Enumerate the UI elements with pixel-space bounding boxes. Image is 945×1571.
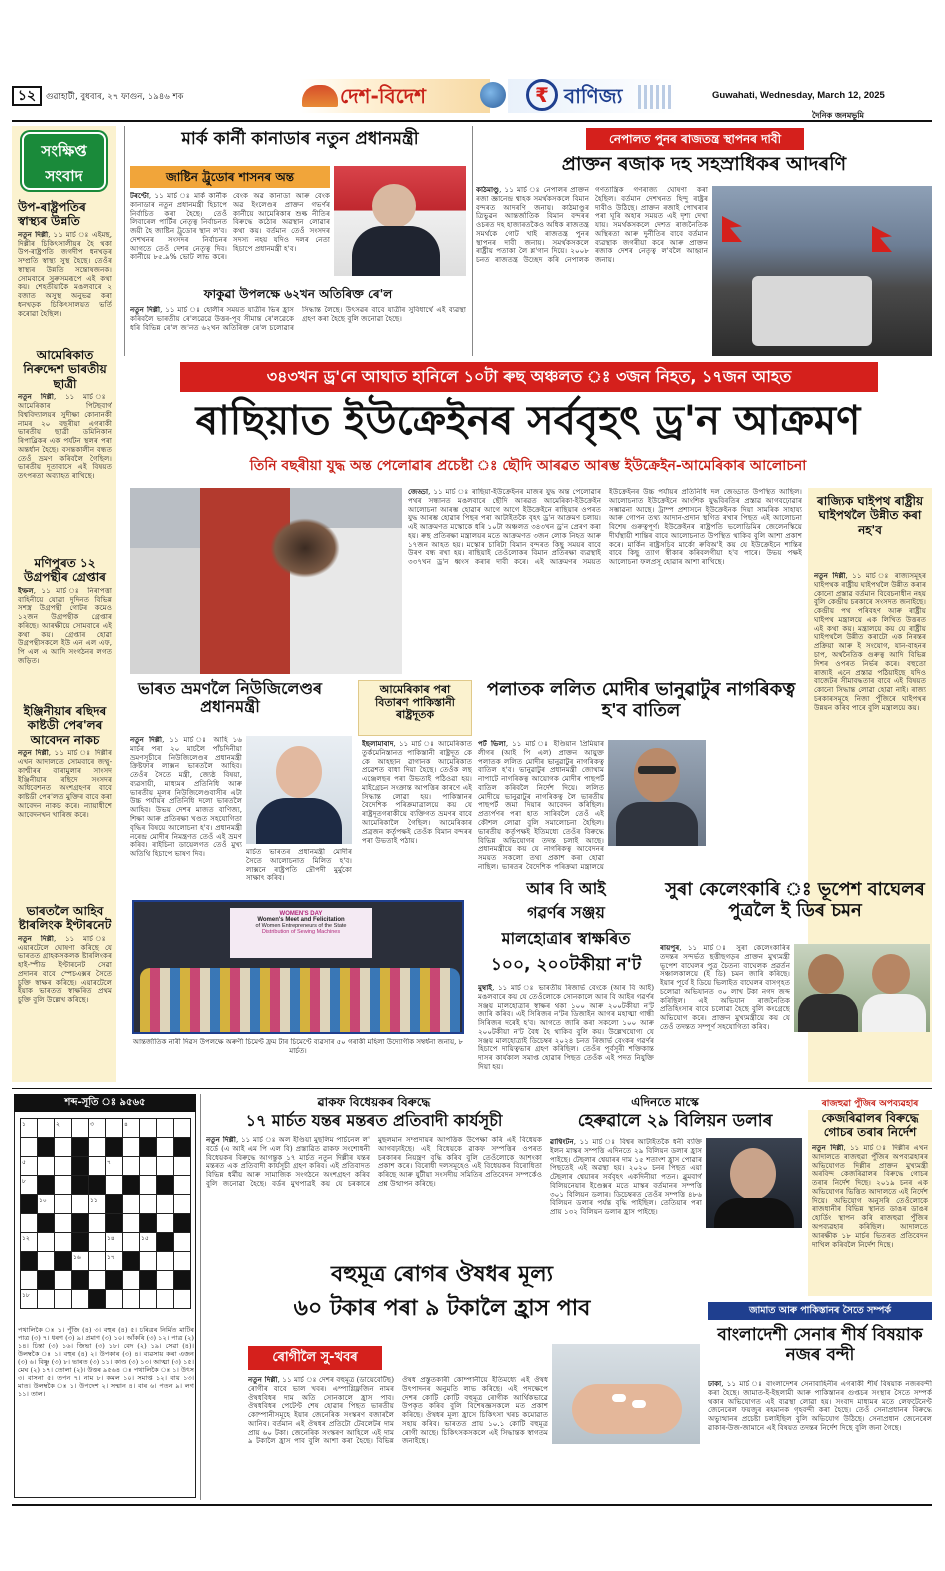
masthead-rule	[12, 120, 932, 122]
person-head	[276, 746, 322, 798]
medicine-headline-line2: ৬০ টকাৰ পৰা ৯ টকালৈ হ্ৰাস পাব	[293, 1296, 591, 1321]
brief-item-text: নতুন দিল্লী, ১১ মাৰ্চ ঃ আমেৰিকাৰ পিটছবাৰ্গ বিশ্ববিদ্যালয়ৰ সুদীক্ষা কোনানকী নামৰ ২০ বছৰীয়া এগৰাকী ভাৰতীয় ছাত্ৰী ডমিনিকান ৰিপাব্লিকৰ এক পৰ্যটন স্থলৰ পৰা অন্তৰ্ধান হৈছে। বসন্তকালীন বন্ধত তেওঁ ভ্ৰমণ কৰিবলৈ গৈছিল। ভাৰতীয় দূতাবাসে এই বিষয়ত তৎপৰতা অব্যাহত ৰাখিছে।	[18, 393, 112, 481]
crossword-block	[21, 1195, 38, 1214]
damage-spot	[270, 518, 340, 578]
modi-headline: পলাতক ললিত মোদীৰ ভানুৱাটুৰ নাগৰিকত্ব হ'ব বাতিল	[486, 679, 796, 721]
highway-headline: ৰাজ্যিক ঘাইপথ ৰাষ্ট্ৰীয় ঘাইপথলৈ উন্নীত কৰা নহ'ব	[816, 494, 924, 537]
building-wall-red	[200, 488, 290, 674]
person-head	[730, 1148, 776, 1200]
crossword-block	[157, 1233, 174, 1252]
crossword-row	[21, 1214, 191, 1233]
canada-kicker: জাষ্টিন ট্ৰুডোৰ শাসনৰ অন্ত	[130, 166, 330, 188]
crossword-cell[interactable]	[123, 1271, 140, 1290]
bangladesh-headline: বাংলাদেশী সেনাৰ শীৰ্ষ বিষয়াক নজৰ বন্দী	[717, 1325, 923, 1365]
crossword-cell[interactable]	[140, 1176, 157, 1195]
crossword-block	[89, 1290, 106, 1309]
railway-headline: ফাকুৱা উপলক্ষে ৬২খন অতিৰিক্ত ৰে'ল	[203, 287, 393, 301]
rbi-body: মুম্বাই, ১১ মাৰ্চ ঃ ভাৰতীয় ৰিজাৰ্ভ বেংকে (আৰ বি আই) মঙলবাৰে কয় যে তেওঁলোকে সোনকালে আৰ বি আইৰ গৱৰ্ণৰ সঞ্জয় মালহোত্ৰাৰ স্বাক্ষৰ থকা ১০০ আৰু ২০০টকীয়া ন'ট জাৰি কৰিব। এই সিৰিজৰ ন'টৰ ডিজাইন আগৰ মহাত্মা গান্ধী সিৰিজৰ দৰেই হ'ব। আগতে জাৰি কৰা সকলো ১০০ আৰু ২০০টকীয়া ন'ট বৈধ হৈ থাকিব বুলি কয়। উল্লেখযোগ্য যে সঞ্জয় মালহোত্ৰাই ডিচেম্বৰ ২০২৪ চনত ৰিজাৰ্ভ বেংকৰ গৱৰ্ণৰ হিচাপে দায়িত্বভাৰ গ্ৰহণ কৰিছিল। তেওঁৰ পূৰ্বসূৰী শক্তিকান্ত দাসৰ কাৰ্যকাল সমাপ্ত হোৱাৰ পিছত তেওঁক এই পদত নিযুক্তি দিয়া হয়।	[478, 984, 654, 1072]
crossword-block	[38, 1271, 55, 1290]
crossword-cell[interactable]	[123, 1214, 140, 1233]
crossword-cell[interactable]	[55, 1157, 72, 1176]
person-head	[808, 954, 844, 994]
rbi-headline-line2: ১০০, ২০০টকীয়া ন'ট	[490, 955, 642, 975]
crossword-cell[interactable]	[72, 1195, 89, 1214]
crossword-block	[106, 1138, 123, 1157]
crossword-cell[interactable]	[38, 1252, 55, 1271]
event-banner-line3: Distribution of Sewing Machines	[261, 929, 341, 935]
brief-item-3	[18, 704, 112, 879]
rule	[200, 1094, 201, 1500]
bhupesh-body-cont	[794, 1036, 930, 1080]
crossword-block	[106, 1195, 123, 1214]
crossword-block	[72, 1176, 89, 1195]
musk-body-bottom	[550, 1236, 704, 1256]
nz-headline: ভাৰত ভ্ৰমণলৈ নিউজিলেণ্ডৰ প্ৰধানমন্ত্ৰী	[137, 679, 323, 717]
crossword-cell[interactable]	[157, 1138, 174, 1157]
crossword-cell[interactable]	[89, 1138, 106, 1157]
flag-icon	[722, 216, 742, 242]
crossword-block	[140, 1214, 157, 1233]
crossword-cell[interactable]	[55, 1138, 72, 1157]
crossword-cell[interactable]	[106, 1290, 123, 1309]
crossword-cell[interactable]	[123, 1195, 140, 1214]
person-shirt	[862, 994, 926, 1032]
drone-subhead: তিনি বছৰীয়া যুদ্ধ অন্ত পেলোৱাৰ প্ৰচেষ্টা ঃ ছৌদি আৰৱত আৰম্ভ ইউক্ৰেইন-আমেৰিকাৰ আলোচনা	[249, 458, 807, 474]
bhupesh-headline: সুৰা কেলেংকাৰি ঃ ভূপেশ বাঘেলৰ পুত্ৰলৈ ই ডিৰ চমন	[665, 879, 925, 921]
musk-body: ৱাশ্বিংটন, ১১ মাৰ্চ ঃ বিশ্বৰ আটাইতকৈ ধনী ব্যক্তি ইলন মাস্কৰ সম্পত্তি এদিনতে ২৯ বিলিয়ন ডলাৰ হ্ৰাস পাইছে। টেছলাৰ শ্বেয়াৰৰ দাম ১৫ শতাংশ হ্ৰাস পোৱাৰ পিছতেই এই অৱস্থা হয়। ২০২০ চনৰ পিছত এয়া টেছলাৰ শ্বেয়াৰৰ সৰ্ববৃহৎ একদিনীয়া পতন। ব্লুমবাৰ্গ বিলিয়নেয়াৰ ইণ্ডেক্সৰ মতে মাস্কৰ বৰ্তমানৰ সম্পত্তি ৩০১ বিলিয়ন ডলাৰ। ডিচেম্বৰত তেওঁৰ সম্পত্তি ৪৮৬ বিলিয়ন ডলাৰ পৰ্যন্ত বৃদ্ধি পাইছিল। তেতিয়াৰ পৰা প্ৰায় ১৩২ বিলিয়ন ডলাৰ হ্ৰাস পাইছে।	[550, 1138, 702, 1217]
crossword-cell[interactable]	[72, 1119, 89, 1138]
crossword-cell[interactable]	[157, 1252, 174, 1271]
pills-photo	[552, 1344, 700, 1444]
rbi-kicker-line1: আৰ বি আই	[526, 879, 606, 898]
crossword-cell[interactable]	[106, 1176, 123, 1195]
crossword-cell[interactable]	[106, 1119, 123, 1138]
hand-shape	[572, 1384, 682, 1434]
crossword-cell[interactable]: ২	[55, 1119, 72, 1138]
crossword-block	[55, 1252, 72, 1271]
crossword-block	[123, 1252, 140, 1271]
crossword-row	[21, 1176, 191, 1195]
crossword-block	[174, 1138, 191, 1157]
crossword-cell[interactable]	[55, 1271, 72, 1290]
drone-banner: ৩৪৩খন ড্ৰ'নে আঘাত হানিলে ১০টা ৰুছ অঞ্চলত ঃ ৩জন নিহত, ১৭জন আহত	[180, 362, 878, 392]
crossword-block	[106, 1214, 123, 1233]
crossword-cell[interactable]	[89, 1214, 106, 1233]
crossword-row	[21, 1157, 191, 1176]
crossword-block	[140, 1138, 157, 1157]
crossword-cell[interactable]	[55, 1214, 72, 1233]
crossword-cell[interactable]	[174, 1233, 191, 1252]
crossword-cell[interactable]	[174, 1119, 191, 1138]
drone-headline: ৰাছিয়াত ইউক্ৰেইনৰ সৰ্ববৃহৎ ড্ৰ'ন আক্ৰমণ	[195, 398, 861, 444]
footer-rule	[12, 1504, 932, 1506]
crossword-cell[interactable]	[21, 1138, 38, 1157]
brief-item-title: উপ-ৰাষ্ট্ৰপতিৰ স্বাস্থ্যৰ উন্নতি	[18, 200, 86, 229]
crossword-cell[interactable]	[157, 1271, 174, 1290]
crossword-cell[interactable]	[140, 1252, 157, 1271]
person-suit	[352, 226, 440, 276]
crossword-clues: পথালিকৈ ঃ ১। পুঁজি (৪) ৩। বহুৰ (৪) ৫। চৰিত্ৰৰ নিৰ্মিত মাটিৰ পাত্ৰ (৩) ৭। ধৰণ (৩) ৯। প্ৰমাণ (৩) ১০। আঁকৰি (৩) ১২। পাত্ৰ (২) ১৪। চিন্তা (৩) ১৬। জিভা (৩) ১৮। বেদ (২) ১৯। সেৱা (৪)। উলম্বকৈ ঃ ১। বহুৰ (৪) ২। উপকাৰ (৩) ৪। ব্যৱসায় কৰা এজন (৩) ৬। বিষ্ণু (৩) ৮। ভাৰত (৩) ১১। কাণ্ড (৩) ১৩। আত্মা (৩) ১৫। মেঘ (২) ১৭। তোলা (২)। উত্তৰ ৯৫৬৪ ঃ পথালিকৈ ঃ ১। উৎস ৩। বাসনা ৫। তপন ৭। নাম ৮। কমল ১০। সমাপ্ত ১২। বায় ১৩। মাত। উলম্বকৈ ঃ ১। উপদেশ ২। সম্মান ৪। বাৰ ৬। পতন ৯। লগ ১১। তাল।	[18, 1326, 194, 1399]
crossword-block	[174, 1271, 191, 1290]
medicine-kicker: ৰোগীলৈ সু-খবৰ	[248, 1346, 382, 1370]
drone-building-photo	[130, 488, 402, 674]
crossword-cell[interactable]: ৮	[21, 1176, 38, 1195]
event-photo	[132, 900, 464, 1034]
event-caption: আন্তৰ্জাতিক নাৰী দিৱস উপলক্ষে অৰুণী চিমেণ্ট ফ্ৰম টাৰ চিমেণ্টে ব্যৱসাৰ ৫০ গৰাকী মহিলা উদ্যোগীক সম্বৰ্ধনা জনায়, ৮ মাৰ্চত।	[132, 1038, 464, 1055]
crossword-cell[interactable]	[72, 1290, 89, 1309]
event-people-row	[140, 968, 460, 1032]
crossword-block	[106, 1271, 123, 1290]
rupee-icon: ₹	[526, 79, 558, 111]
crossword-block	[123, 1176, 140, 1195]
crossword-cell[interactable]	[123, 1138, 140, 1157]
waqf-headline: ১৭ মাৰ্চত যন্তৰ মন্তৰত প্ৰতিবাদী কাৰ্যসূচী	[245, 1111, 503, 1130]
crossword-cell[interactable]	[140, 1119, 157, 1138]
date-english: Guwahati, Wednesday, March 12, 2025	[712, 90, 885, 101]
musk-headline: হেৰুৱালে ২৯ বিলিয়ন ডলাৰ	[577, 1111, 773, 1131]
crossword-cell[interactable]: ১৫	[140, 1233, 157, 1252]
bangladesh-banner: জামাত আৰু পাকিস্তানৰ সৈতে সম্পৰ্ক	[708, 1302, 932, 1320]
crossword-cell[interactable]	[38, 1157, 55, 1176]
crossword-cell[interactable]	[174, 1290, 191, 1309]
crossword-cell[interactable]	[89, 1252, 106, 1271]
brief-item-title: মণিপুৰত ১২ উগ্ৰপন্থীৰ গ্ৰেপ্তাৰ	[24, 556, 106, 585]
crossword-cell[interactable]	[123, 1290, 140, 1309]
brief-item-4	[18, 904, 112, 1055]
brief-item-text: নতুন দিল্লী, ১১ মাৰ্চ ঃ এইমছ, দিল্লীৰ চিকিৎসালীয়ৰ হৈ থকা উপ-ৰাষ্ট্ৰপতি জগদীপ ধনখড়ৰ সম্প্ৰতি স্বাস্থ্য সুস্থ হৈছে। তেওঁৰ স্বাস্থ্যৰ উন্নতি সন্তোষজনক। সোমবাৰে সুৰুসমৰূপে এই কথা কয়। শেহতীয়াকৈ মঙলবাৰে ২ বজাত অসুস্থ অনুভৱ কৰা ধনখড়ক চিকিৎসালয়ত ভৰ্তি কৰোৱা হৈছিল।	[18, 230, 112, 318]
person-shirt	[798, 994, 858, 1032]
brief-item-title: ভাৰতলৈ আহিব ষ্টাৰলিংক ইণ্টাৰনেট	[18, 904, 112, 933]
medicine-body: নতুন দিল্লী, ১১ মাৰ্চ ঃ দেশৰ বহুমূত্ৰ (ডায়েবেটিছ) ৰোগীৰ বাবে ভাল খবৰ। এম্পাগ্লিফ্লজিন নামৰ ঔষধবিধৰ দাম অতি সোনকালে হ্ৰাস পাব। ঔষধবিধৰ পেটেণ্ট শেষ হোৱাৰ পিছত ভাৰতীয় কোম্পানীসমূহে ইয়াৰ জেনেৰিক সংস্কৰণ বজাৰলৈ আনিব। বৰ্তমান এই ঔষধৰ প্ৰতিটো টেবলেটৰ দাম প্ৰায় ৬০ টকা। জেনেৰিক সংস্কৰণ আহিলে এই দাম ৯ টকালৈ হ্ৰাস পাব বুলি আশা কৰা হৈছে। বিভিন্ন ঔষধ প্ৰস্তুতকাৰী কোম্পানীয়ে ইতিমধ্যে এই ঔষধ উৎপাদনৰ অনুমতি লাভ কৰিছে। এই পদক্ষেপে দেশৰ কোটি কোটি বহুমূত্ৰ ৰোগীক আৰ্থিকভাৱে উপকৃত কৰিব বুলি বিশেষজ্ঞসকলে মত প্ৰকাশ কৰিছে। ঔষধৰ মূল্য হ্ৰাসে চিকিৎসা খৰচ কমোৱাত সহায় কৰিব। ভাৰতত প্ৰায় ১০.১ কোটি বহুমূত্ৰ ৰোগী আছে। চিকিৎসকসকলে এই সিদ্ধান্তক স্বাগতম জনাইছে।	[248, 1376, 548, 1446]
musk-photo-caption	[706, 1230, 802, 1284]
brief-item-title: আমেৰিকাত নিৰুদ্দেশ ভাৰতীয় ছাত্ৰী	[23, 348, 107, 391]
nz-caption: মাৰ্চত ভাৰতৰ প্ৰধানমন্ত্ৰী মোদীৰ সৈতে আলোচনাত মিলিত হ'ব। লাক্সনে ৰাষ্ট্ৰপতি দ্ৰৌপদী মুৰ্মুকো সাক্ষাৎ কৰিব।	[246, 848, 352, 883]
page-number: ১২	[12, 86, 42, 106]
waqf-kicker: ৱাকফ বিধেয়কৰ বিৰুদ্ধে	[317, 1095, 431, 1109]
crossword-row	[21, 1290, 191, 1309]
crossword-cell[interactable]	[89, 1157, 106, 1176]
crossword-cell[interactable]	[157, 1214, 174, 1233]
crossword-table[interactable]	[20, 1118, 191, 1309]
building-wall-left	[130, 548, 200, 674]
crossword-cell[interactable]	[38, 1290, 55, 1309]
crossword-block	[140, 1271, 157, 1290]
crossword-cell[interactable]	[174, 1252, 191, 1271]
crossword-cell[interactable]	[123, 1233, 140, 1252]
crossword-cell[interactable]: ১৪	[106, 1233, 123, 1252]
brief-item-2	[18, 556, 112, 687]
section-title-banijya: বাণিজ্য	[564, 84, 623, 108]
crossword-grid	[20, 1118, 191, 1309]
person-figure	[372, 184, 416, 228]
crossword-cell[interactable]	[157, 1290, 174, 1309]
crossword-row	[21, 1119, 191, 1138]
nepal-body: কাঠমাণ্ডু, ১১ মাৰ্চ ঃ নেপালৰ প্ৰাক্তন ৰজা জ্ঞানেন্দ্ৰ শ্বাহক সমৰ্থকসকলে বিমান বন্দৰত আদৰণি জনায়। কাঠমাণ্ডুৰ ত্ৰিভুৱন আন্তৰ্জাতিক বিমান বন্দৰৰ ওচৰত দহ হাজাৰতকৈও অধিক ৰাজতন্ত্ৰ সমৰ্থকে গোট খাই ৰাজতন্ত্ৰ পুনৰ স্থাপনৰ দাবী জনায়। সমৰ্থকসকলে ৰাষ্ট্ৰীয় পতাকা লৈ শ্ল'গান দিয়ে। ২০০৮ চনত ৰাজতন্ত্ৰ উচ্ছেদ কৰি নেপালক গণতান্ত্ৰিক গণৰাজ্য ঘোষণা কৰা হৈছিল। বৰ্তমান দেশখনত হিন্দু ৰাষ্ট্ৰৰ দাবীও উঠিছে। প্ৰাক্তন ৰজাই পোখৰাৰ পৰা ঘূৰি অহাৰ সময়ত এই দৃশ্য দেখা যায়। সমৰ্থকসকলে দেশত ৰাজনৈতিক অস্থিৰতা আৰু দুৰ্নীতিৰ বাবে বৰ্তমান ব্যৱস্থাক জগৰীয়া কৰে আৰু প্ৰাক্তন ৰজাক দেশৰ নেতৃত্ব ল'বলৈ আহ্বান জনায়।	[476, 186, 708, 265]
rule	[124, 126, 125, 356]
section-banner-left	[300, 79, 490, 113]
crossword-block	[72, 1233, 89, 1252]
event-banner-small: WOMEN'S DAY	[279, 911, 323, 917]
crossword-row	[21, 1195, 191, 1214]
crossword-cell[interactable]: ১৮	[21, 1290, 38, 1309]
brief-item-1	[18, 348, 112, 541]
crossword-cell[interactable]	[174, 1157, 191, 1176]
brief-item-title: ইঞ্জিনীয়াৰ ৰছিদৰ কাষ্টডী পেৰ'লৰ আবেদন নাকচ	[23, 704, 107, 747]
modi-body-bottom	[478, 850, 802, 872]
crossword-cell[interactable]	[140, 1290, 157, 1309]
pill-icon	[632, 1400, 646, 1408]
pak-headline: আমেৰিকাৰ পৰা বিতাৰণ পাকিস্তানী ৰাষ্ট্ৰদূতক	[375, 683, 455, 722]
crossword-cell[interactable]	[140, 1157, 157, 1176]
crossword-cell[interactable]: ৫	[21, 1157, 38, 1176]
crossword-cell[interactable]: ১০	[38, 1195, 55, 1214]
railway-body: নতুন দিল্লী, ১১ মাৰ্চ ঃ হোলীৰ সময়ত যাত্ৰীৰ ভিৰ হ্ৰাস কৰিবলৈ ভাৰতীয় ৰে'লৱেৱে উত্তৰ-পূব সীমান্ত ৰে'লৱেকে ধৰি বিভিন্ন ৰে'ল জ'নত ৬২খন অতিৰিক্ত ৰে'ল চলোৱাৰ সিদ্ধান্ত লৈছে। উৎসৱৰ বাবে যাত্ৰীৰ সুবিধাৰ্থে এই ব্যৱস্থা গ্ৰহণ কৰা হৈছে বুলি জনোৱা হৈছে।	[130, 306, 466, 332]
lalit-modi-photo	[608, 740, 706, 846]
canada-body: টৰণ্টো, ১১ মাৰ্চ ঃ মাৰ্ক কাৰ্নীক কানাডাৰ নতুন প্ৰধানমন্ত্ৰী হিচাপে নিৰ্বাচিত কৰা হৈছে। তেওঁ লিবাৰেল পাৰ্টিৰ নেতৃত্ব নিৰ্বাচনত জয়ী হৈ জাষ্টিন ট্ৰুডোৰ স্থান ল'ব। দেশখনৰ সংসদৰ নিৰ্বাচনৰ আগতে তেওঁ দেশৰ নেতৃত্ব দিব। কাৰ্নীয়ে ৮৫.৯% ভোট লাভ কৰে। বেংক অৱ কানাডা আৰু বেংক অৱ ইংলেণ্ডৰ প্ৰাক্তন গভৰ্ণৰ কাৰ্নীয়ে আমেৰিকাৰ শুল্ক নীতিৰ বিৰুদ্ধে কঠোৰ অৱস্থান লোৱাৰ কথা কয়। বৰ্তমান তেওঁ সংসদৰ সদস্য নহয় যদিও দলৰ নেতা হিচাপে প্ৰধানমন্ত্ৰী হ'ব।	[130, 192, 330, 262]
crossword-row	[21, 1271, 191, 1290]
crossword-row	[21, 1252, 191, 1271]
musk-photo	[706, 1138, 802, 1228]
crossword-cell[interactable]: ১২	[21, 1233, 38, 1252]
nepal-crowd-photo	[712, 186, 932, 356]
vehicle-shape	[752, 276, 872, 346]
crossword-title: শব্দ-সূতি ঃ ৯৫৬৫	[14, 1094, 196, 1112]
section-title-desh-videsh: দেশ-বিদেশ	[340, 84, 426, 108]
crossword-cell[interactable]: ৩	[89, 1119, 106, 1138]
crossword-cell[interactable]	[38, 1233, 55, 1252]
crossword-block	[38, 1176, 55, 1195]
flag-icon	[872, 226, 892, 252]
person-suit	[256, 798, 342, 844]
bangladesh-body: ঢাকা, ১১ মাৰ্চ ঃ বাংলাদেশৰ সেনাবাহিনীৰ এগৰাকী শীৰ্ষ বিষয়াক নজৰবন্দী কৰা হৈছে। জামাত-ই-ইছলামী আৰু পাকিস্তানৰ গুপ্তচৰ সংস্থাৰ সৈতে সম্পৰ্ক থকাৰ অভিযোগত এই ব্যৱস্থা লোৱা হয়। সংবাদ মাধ্যমৰ মতে লেফটেনেণ্ট জেনেৰেল ফয়জুৰ ৰহমানক গৃহবন্দী কৰা হৈছে। তেওঁ সেনাপ্ৰধানৰ বিৰুদ্ধে অভ্যুত্থানৰ প্ৰচেষ্টা চলাইছিল বুলি অভিযোগ উঠিছে। সেনাপ্ৰধান জেনেৰেল ৱাকাৰ-উজ-জামানে এই বিষয়ত তদন্তৰ নিৰ্দেশ দিছে বুলি জনা গৈছে।	[708, 1380, 932, 1432]
crossword-cell[interactable]	[157, 1195, 174, 1214]
crossword-cell[interactable]: ৪	[123, 1119, 140, 1138]
crossword-block	[38, 1214, 55, 1233]
crossword-cell[interactable]	[157, 1119, 174, 1138]
rbi-headline-line1: মালহোত্ৰাৰ স্বাক্ষৰিত	[501, 929, 631, 948]
brief-item-text: ইম্ফল, ১১ মাৰ্চ ঃ নিৰাপত্তা বাহিনীয়ে যোৱা দুদিনত বিভিন্ন সশস্ত্ৰ উগ্ৰপন্থী গোটৰ কমেও ১২জন উগ্ৰপন্থীক গ্ৰেপ্তাৰ কৰিছে। আৰক্ষীয়ে সোমবাৰে এই কথা কয়। গ্ৰেপ্তাৰ হোৱা উগ্ৰপন্থীসকলে ইউ এন এল এফ, পি এল এ আদি সংগঠনৰ লগত জড়িত।	[18, 586, 112, 666]
brief-badge-line1: সংক্ষিপ্ত	[41, 142, 87, 160]
brief-badge-line2: সংবাদ	[45, 167, 83, 185]
crossword-cell[interactable]	[55, 1233, 72, 1252]
crossword-row	[21, 1138, 191, 1157]
pak-body: ইছলামাবাদ, ১১ মাৰ্চ ঃ আমেৰিকাত তুৰ্কমেনিস্তানত পাকিস্তানী ৰাষ্ট্ৰদূত কে কে আহছান ৱাগানক আমেৰিকাত প্ৰৱেশত বাধা দিয়া হৈছে। তেওঁক লছ এঞ্জেলছৰ পৰা উভতাই পঠিওৱা হয়। মাইগ্ৰেচন সংক্ৰান্ত আপত্তিৰ কাৰণে এই সিদ্ধান্ত লোৱা হয়। পাকিস্তানৰ বৈদেশিক পৰিক্ৰমাত্ৰালয়ে কয় যে ৰাষ্ট্ৰদূতগৰাকীয়ে ব্যক্তিগত ভ্ৰমণৰ বাবে আমেৰিকালৈ গৈছিল। আমেৰিকাৰ প্ৰব্ৰজন কৰ্তৃপক্ষই তেওঁক বিমান বন্দৰৰ পৰা উভতাই পঠায়।	[362, 740, 472, 845]
crossword-block	[38, 1138, 55, 1157]
crossword-cell[interactable]: ১৭	[106, 1252, 123, 1271]
rbi-kicker-line2: গৱৰ্ণৰ সঞ্জয়	[527, 903, 605, 922]
nepal-banner: নেপালত পুনৰ ৰাজতন্ত্ৰ স্থাপনৰ দাবী	[586, 128, 804, 150]
nz-pm-photo	[246, 736, 352, 844]
crossword-block	[72, 1271, 89, 1290]
crossword-block	[72, 1138, 89, 1157]
rule	[472, 126, 473, 356]
event-banner-line2: of Women Entrepreneurs of the State	[255, 923, 347, 929]
canada-pm-photo	[334, 166, 466, 276]
crossword-block	[174, 1214, 191, 1233]
crossword-cell[interactable]	[89, 1233, 106, 1252]
crossword-cell[interactable]	[21, 1271, 38, 1290]
modi-body: পৰ্ট ভিলা, ১১ মাৰ্চ ঃ ইণ্ডিয়ান প্ৰিমিয়াৰ লীগৰ (আই পি এল) প্ৰাক্তন আয়ুক্ত পলাতক ললিত মোদীৰ ভানুৱাটুৰ নাগৰিকত্ব বাতিল হ'ব। ভানুৱাটুৰ প্ৰধানমন্ত্ৰী জোথাম নাপাটে নাগৰিকত্ব আয়োগক মোদীৰ পাছপৰ্ট বাতিল কৰিবলৈ নিৰ্দেশ দিয়ে। ললিত মোদীয়ে ভানুৱাটুৰ নাগৰিকত্ব লৈ ভাৰতীয় পাছপৰ্ট জমা দিয়াৰ আবেদন কৰিছিল। প্ৰত্যৰ্পণৰ পৰা হাত সাৰিবলৈ তেওঁ এই কৌশল লোৱা বুলি সমালোচনা হৈছিল। ভাৰতীয় কৰ্তৃপক্ষই ইতিমধ্যে তেওঁৰ বিৰুদ্ধে বিভিন্ন অভিযোগৰ তদন্ত চলাই আছে। প্ৰধানমন্ত্ৰীয়ে কয় যে নাগৰিকত্ব আবেদনৰ সময়ত সকলো তথ্য প্ৰকাশ কৰা হোৱা নাছিল। ভাৰতৰ বৈদেশিক পৰিক্ৰমা মন্ত্ৰালয়ে	[478, 740, 604, 870]
event-banner-line1: Women's Meet and Felicitation	[257, 917, 345, 923]
crossword-cell[interactable]	[174, 1195, 191, 1214]
crossword-block	[72, 1157, 89, 1176]
medicine-body-right	[552, 1448, 700, 1496]
crossword-block	[21, 1252, 38, 1271]
sunglasses-icon	[638, 766, 676, 774]
brief-item-text: নতুন দিল্লী, ১১ মাৰ্চ ঃ দিল্লীৰ এখন আদালতে সোমবাৰে জম্মু-কাশ্মীৰৰ বাৰামুলাৰ সাংসদ ইঞ্জিনীয়াৰ ৰছিদে সংসদৰ অধিবেশনত অংশগ্ৰহণৰ বাবে কাষ্টডী পেৰ'লত মুক্তিৰ বাবে কৰা আবেদন নাকচ কৰে। ন্যায়াধীশে আবেদনখন খাৰিজ কৰে।	[18, 749, 112, 819]
crossword-cell[interactable]: ১১	[89, 1195, 106, 1214]
kejriwal-headline: কেজৰিৱালৰ বিৰুদ্ধে গোচৰ তৰাৰ নিৰ্দেশ	[821, 1111, 919, 1139]
crossword-block	[89, 1176, 106, 1195]
crossword-cell[interactable]	[55, 1290, 72, 1309]
crossword-cell[interactable]: ৭	[106, 1157, 123, 1176]
brief-item-text: নতুন দিল্লী, ১১ মাৰ্চ ঃ এয়াৰটেলে ঘোষণা কৰিছে যে ভাৰতত গ্ৰাহকসকলক ষ্টাৰলিংকৰ হাই-স্পীড ইণ্টাৰনেট সেৱা প্ৰদানৰ বাবে স্পেচএক্সৰ সৈতে চুক্তি স্বাক্ষৰ কৰিছে। এয়াৰটেলে ইয়াক ভাৰতত স্বাক্ষৰিত প্ৰথম চুক্তি বুলি উল্লেখ কৰিছে।	[18, 934, 112, 1005]
crossword-cell[interactable]	[21, 1214, 38, 1233]
crossword-cell[interactable]	[55, 1176, 72, 1195]
pill-icon	[612, 1394, 626, 1402]
waqf-body: নতুন দিল্লী, ১১ মাৰ্চ ঃ অল ইণ্ডিয়া মুছলিম পাৰ্চনেল ল' বৰ্ডে (এ আই এম পি এল বি) প্ৰস্তাৱিত ৱাকফ সংশোধনী বিধেয়কৰ বিৰুদ্ধে আগন্তুক ১৭ মাৰ্চত নতুন দিল্লীৰ যন্তৰ মন্তৰত এক প্ৰতিবাদী কাৰ্যসূচী গ্ৰহণ কৰিব। এই প্ৰতিবাদত বিভিন্ন ধৰ্মীয় আৰু সামাজিক সংগঠনে অংশগ্ৰহণ কৰিব বুলি জনোৱা হৈছে। বৰ্ডৰ মুখপাত্ৰই কয় যে চৰকাৰে মুছলমান সম্প্ৰদায়ৰ আপত্তিক উপেক্ষা কৰি এই বিধেয়ক আগবঢ়াইছে। এই বিধেয়কে ৱাকফ সম্পত্তিৰ ওপৰত চৰকাৰৰ নিয়ন্ত্ৰণ বৃদ্ধি কৰিব বুলি তেওঁলোকে আশংকা প্ৰকাশ কৰে। বিৰোধী দলসমূহেও এই বিধেয়কৰ বিৰোধিতা কৰিছে আৰু যুটীয়া সংসদীয় সমিতিৰ প্ৰতিবেদন সম্পৰ্কেও প্ৰশ্ন উত্থাপন কৰিছে।	[206, 1136, 542, 1188]
crossword-cell[interactable]	[123, 1157, 140, 1176]
highway-body: নতুন দিল্লী, ১১ মাৰ্চ ঃ ৰাজ্যসমূহৰ ঘাইপথক ৰাষ্ট্ৰীয় ঘাইপথলৈ উন্নীত কৰাৰ কোনো প্ৰস্তাৱ বৰ্তমান বিবেচনাধীন নহয় বুলি কেন্দ্ৰীয় চৰকাৰে সংসদত জনাইছে। কেন্দ্ৰীয় পথ পৰিবহণ আৰু ৰাষ্ট্ৰীয় ঘাইপথ মন্ত্ৰালয়ে এক লিখিত উত্তৰত এই কথা কয়। মন্ত্ৰালয়ে কয় যে ৰাষ্ট্ৰীয় ঘাইপথলৈ উন্নীত কৰাটো এক নিৰন্তৰ প্ৰক্ৰিয়া আৰু ই সংযোগ, যান-বাহনৰ চাপ, অৰ্থনৈতিক গুৰুত্ব আদি বিভিন্ন দিশৰ ওপৰত নিৰ্ভৰ কৰে। বহুতো ৰাজ্যই এনে প্ৰস্তাৱ পঠিয়াইছে যদিও বাজেটৰ সীমাবদ্ধতাৰ বাবে এই বিষয়ত কোনো সিদ্ধান্ত লোৱা হোৱা নাই। ৰাজ্য চৰকাৰসমূহে নিজা পুঁজিৰে ঘাইপথৰ উন্নয়ন কৰিব পাৰে বুলি মন্ত্ৰালয়ে কয়।	[814, 572, 926, 712]
crossword-cell[interactable]	[89, 1271, 106, 1290]
crossword-cell[interactable]	[55, 1195, 72, 1214]
crossword-cell[interactable]	[38, 1119, 55, 1138]
event-stage-banner	[230, 908, 372, 958]
crossword-block	[157, 1176, 174, 1195]
paper-name: দৈনিক জনমভূমি	[812, 111, 864, 120]
nepal-headline: প্ৰাক্তন ৰজাক দহ সহস্ৰাধিকৰ আদৰণি	[561, 153, 847, 175]
nz-body: নতুন দিল্লী, ১১ মাৰ্চ ঃ আহি ১৬ মাৰ্চৰ পৰা ২০ মাৰ্চলৈ পাঁচদিনীয়া ভ্ৰমণসূচীৰে নিউজিলেণ্ডৰ প্ৰধানমন্ত্ৰী ক্ৰিষ্টফাৰ লাক্সন ভাৰতলৈ আহিব। তেওঁৰ সৈতে মন্ত্ৰী, জ্যেষ্ঠ বিষয়া, ব্যৱসায়ী, মাধ্যমৰ প্ৰতিনিধি আৰু ভাৰতীয় মূলৰ নিউজিলেণ্ডবাসীৰ এটা উচ্চ পৰ্যায়ৰ প্ৰতিনিধি দলো ভাৰতলৈ আহিব। উভয় দেশৰ মাজত বাণিজ্য, শিক্ষা আৰু প্ৰতিৰক্ষা খণ্ডত সহযোগিতা বৃদ্ধিৰ বিষয়ে আলোচনা হ'ব। প্ৰধানমন্ত্ৰী নৰেন্দ্ৰ মোদীৰ নিমন্ত্ৰণত তেওঁ এই ভ্ৰমণ কৰিব। ৰাইচিনা ডায়েলগত তেওঁ মুখ্য অতিথি হিচাপে ভাষণ দিব।	[130, 736, 242, 859]
bhupesh-body: ৰায়পুৰ, ১১ মাৰ্চ ঃ সুৰা কেলেংকাৰিৰ তদন্তৰ সন্দৰ্ভত ছত্তীছগড়ৰ প্ৰাক্তন মুখ্যমন্ত্ৰী ভূপেশ বাঘেলৰ পুত্ৰ চৈতন্য বাঘেলক প্ৰৱৰ্তন সঞ্চালকালয়ে (ই ডি) চমন জাৰি কৰিছে। ইয়াৰ পূৰ্বে ই ডিয়ে ভিলাইত বাঘেলৰ বাসগৃহত চলোৱা অভিযানত ৩০ লাখ টকা নগদ জব্দ কৰিছিল। এই অভিযান ৰাজনৈতিক প্ৰতিহিংসাৰ বাবে চলোৱা হৈছে বুলি কংগ্ৰেছে অভিযোগ কৰে। প্ৰাক্তন মুখ্যমন্ত্ৰীয়ে কয় যে তেওঁ তদন্তত সম্পূৰ্ণ সহযোগিতা কৰিব।	[660, 944, 790, 1032]
bhupesh-photo	[794, 944, 930, 1032]
section-banner-right	[508, 79, 678, 113]
crossword-cell[interactable]	[157, 1157, 174, 1176]
crossword-block	[72, 1214, 89, 1233]
crossword-cell[interactable]: ১	[21, 1119, 38, 1138]
kejriwal-body: নতুন দিল্লী, ১১ মাৰ্চ ঃ দিল্লীৰ এখন আদালতে ৰাজহুৱা পুঁজিৰ অপব্যৱহাৰৰ অভিযোগত দিল্লীৰ প্ৰাক্তন মুখ্যমন্ত্ৰী অৰবিন্দ কেজৰিৱালৰ বিৰুদ্ধে গোচৰ তৰাৰ নিৰ্দেশ দিছে। ২০১৯ চনৰ এক অভিযোগৰ ভিত্তিত আদালতে এই নিৰ্দেশ দিয়ে। অভিযোগ অনুসৰি তেওঁলোকে ৰাজধানীৰ বিভিন্ন স্থানত ডাঙৰ ডাঙৰ হোৰ্ডিং স্থাপন কৰি ৰাজহুৱা পুঁজিৰ অপব্যৱহাৰ কৰিছিল। আদালতে আৰক্ষীক ১৮ মাৰ্চৰ ভিতৰত প্ৰতিবেদন দাখিল কৰিবলৈ নিৰ্দেশ দিছে।	[812, 1144, 928, 1249]
kejriwal-kicker: ৰাজহুৱা পুঁজিৰ অপব্যৱহাৰ	[821, 1099, 919, 1109]
canada-headline: মাৰ্ক কাৰ্নী কানাডাৰ নতুন প্ৰধানমন্ত্ৰী	[181, 129, 419, 149]
brief-news-badge	[22, 132, 106, 190]
person-head	[634, 748, 680, 802]
chart-graphic-icon	[638, 85, 674, 109]
date-assamese: গুৱাহাটী, বুধবাৰ, ২৭ ফাগুন, ১৯৪৬ শক	[46, 92, 184, 102]
crossword-cell[interactable]: ১৬	[72, 1252, 89, 1271]
medicine-headline-line1: বহুমূত্ৰ ৰোগৰ ঔষধৰ মূল্য	[330, 1262, 554, 1287]
person-head	[872, 954, 910, 994]
parliament-icon	[302, 85, 338, 107]
brief-item-0	[18, 200, 112, 341]
globe-icon	[480, 82, 506, 108]
crossword-cell[interactable]	[174, 1176, 191, 1195]
crossword-row	[21, 1233, 191, 1252]
section-rule	[12, 1088, 932, 1089]
crossword-cell[interactable]	[140, 1195, 157, 1214]
musk-kicker: এদিনতে মাস্কে	[631, 1095, 699, 1109]
drone-body: জেড্ডা, ১১ মাৰ্চ ঃ ৰাছিয়া-ইউক্ৰেইনৰ মাজৰ যুদ্ধ অন্ত পেলোৱাৰ পথৰ সন্ধানত মঙলবাৰে ছৌদি আৰৱত আমেৰিকা-ইউক্ৰেইন আলোচনা আৰম্ভ হোৱাৰ আগে আগে ইউক্ৰেইনে ৰাছিয়াৰ ওপৰত যুদ্ধ আৰম্ভ হোৱাৰ পিছৰ পৰা আটাইতকৈ বৃহৎ ড্ৰ'ন আক্ৰমণ চলায়। এই আক্ৰমণত মস্কোকে ধৰি ১০টা অঞ্চলত ৩৪৩খন ড্ৰ'ন প্ৰেৰণ কৰা হয়। ৰুছ প্ৰতিৰক্ষা মন্ত্ৰালয়ৰ মতে আক্ৰমণত ৩জন লোক নিহত আৰু ১৭জন আহত হয়। মস্কোৰ চাৰিটা বিমান বন্দৰত কিছু সময়ৰ বাবে উৰণ বন্ধ ৰখা হয়। ৰাছিয়াই তেওঁলোকৰ বিমান প্ৰতিৰক্ষা ব্যৱস্থাই ৩৩৭খন ড্ৰ'ন ধ্বংস কৰাৰ দাবী কৰে। এই আক্ৰমণৰ সময়ত ইউক্ৰেইনৰ উচ্চ পৰ্যায়ৰ প্ৰতিনিধি দল জেড্ডাত উপস্থিত আছিল। আলোচনাত ইউক্ৰেইনে আংশিক যুদ্ধবিৰতিৰ প্ৰস্তাৱ আগবঢ়োৱাৰ সম্ভাৱনা আছে। ট্ৰাম্প প্ৰশাসনে ইউক্ৰেইনক দিয়া সামৰিক সাহায্য আৰু গোপন তথ্য আদান-প্ৰদান স্থগিত ৰখাৰ পিছত এই আলোচনা বিশেষ গুৰুত্বপূৰ্ণ। ইউক্ৰেইনৰ ৰাষ্ট্ৰপতি ভলোডিমিৰ জেলেনস্কিয়ে দীৰ্ঘস্থায়ী শান্তিৰ বাবে আলোচনাত উপস্থিত থাকিব বুলি আশা প্ৰকাশ কৰে। মাৰ্কিন ৰাষ্ট্ৰসচিব মাৰ্কো ৰুবিঅ'ই কয় যে ইউক্ৰেইনে শান্তিৰ বাবে কিছু ত্যাগ স্বীকাৰ কৰিবলগীয়া হ'ব পাৰে। উভয় পক্ষই আলোচনা ফলপ্ৰসূ হোৱাৰ আশা ৰাখিছে।	[408, 488, 802, 567]
person-suit	[616, 802, 698, 846]
person-suit	[714, 1198, 794, 1228]
